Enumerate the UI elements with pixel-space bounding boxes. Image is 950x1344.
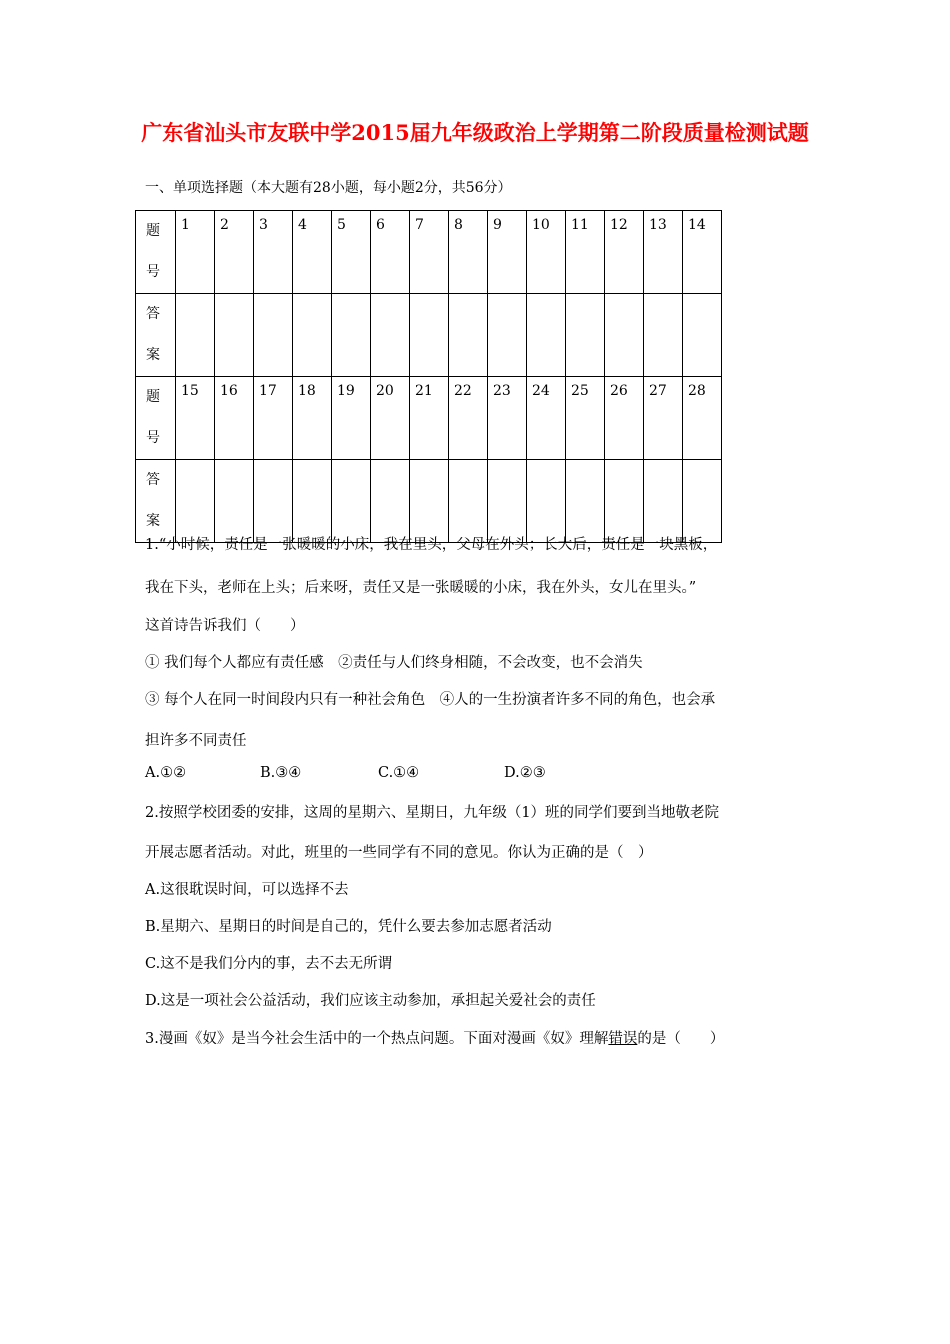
number-cell: 24: [527, 377, 566, 460]
answer-cell[interactable]: [176, 294, 215, 377]
number-cell: 17: [254, 377, 293, 460]
q3-underlined-word: 错误: [608, 1031, 638, 1047]
header-label-cell: 题 号: [136, 211, 176, 294]
number-cell: 12: [605, 211, 644, 294]
answer-cell[interactable]: [644, 294, 683, 377]
number-cell: 18: [293, 377, 332, 460]
answer-cell[interactable]: [254, 460, 293, 543]
number-cell: 27: [644, 377, 683, 460]
q2-option-a[interactable]: A.这很耽误时间，可以选择不去: [145, 882, 349, 898]
number-cell: 23: [488, 377, 527, 460]
number-cell: 7: [410, 211, 449, 294]
answer-cell[interactable]: [410, 294, 449, 377]
table-row: [136, 460, 722, 543]
q2-line2: 开展志愿者活动。对此，班里的一些同学有不同的意见。你认为正确的是（ ）: [145, 845, 653, 861]
q2-option-c[interactable]: C.这不是我们分内的事，去不去无所谓: [145, 956, 393, 972]
table-row: [136, 377, 722, 460]
answer-cell[interactable]: [683, 460, 722, 543]
answer-cell[interactable]: [449, 294, 488, 377]
answer-cell[interactable]: [371, 460, 410, 543]
number-cell: 14: [683, 211, 722, 294]
section-heading: 一、单项选择题（本大题有28小题，每小题2分，共56分）: [145, 180, 512, 196]
number-cell: 6: [371, 211, 410, 294]
number-cell: 22: [449, 377, 488, 460]
answer-cell[interactable]: [293, 460, 332, 543]
number-cell: 5: [332, 211, 371, 294]
q1-line5: ③ 每个人在同一时间段内只有一种社会角色 ④人的一生扮演者许多不同的角色，也会承: [145, 692, 716, 708]
answer-cell[interactable]: [332, 460, 371, 543]
answer-cell[interactable]: [410, 460, 449, 543]
q1-option-b[interactable]: B.③④: [260, 765, 302, 781]
q2-line1: 2.按照学校团委的安排，这周的星期六、星期日，九年级（1）班的同学们要到当地敬老院: [145, 805, 720, 821]
answer-cell[interactable]: [176, 460, 215, 543]
q3-text-before: 3.漫画《奴》是当今社会生活中的一个热点问题。下面对漫画《奴》理解: [145, 1031, 609, 1047]
answer-cell[interactable]: [566, 460, 605, 543]
answer-cell[interactable]: [215, 294, 254, 377]
q3-text-after: 的是（ ）: [637, 1031, 725, 1047]
q1-option-c[interactable]: C.①④: [378, 765, 420, 781]
number-cell: 13: [644, 211, 683, 294]
page-title: 广东省汕头市友联中学2015届九年级政治上学期第二阶段质量检测试题: [141, 120, 809, 145]
q1-line6: 担许多不同责任: [145, 733, 247, 749]
q1-line3: 这首诗告诉我们（ ）: [145, 618, 305, 634]
q3-line: [145, 1027, 724, 1048]
answer-cell[interactable]: [527, 294, 566, 377]
q2-option-d[interactable]: D.这是一项社会公益活动，我们应该主动参加，承担起关爱社会的责任: [145, 993, 596, 1009]
answer-cell[interactable]: [566, 294, 605, 377]
number-cell: 8: [449, 211, 488, 294]
number-cell: 19: [332, 377, 371, 460]
number-cell: 1: [176, 211, 215, 294]
answer-cell[interactable]: [488, 294, 527, 377]
number-cell: 10: [527, 211, 566, 294]
number-cell: 3: [254, 211, 293, 294]
table-row: [136, 211, 722, 294]
answer-cell[interactable]: [527, 460, 566, 543]
number-cell: 25: [566, 377, 605, 460]
table-row: [136, 294, 722, 377]
number-cell: 20: [371, 377, 410, 460]
header-label-cell: 题 号: [136, 377, 176, 460]
q2-option-b[interactable]: B.星期六、星期日的时间是自己的，凭什么要去参加志愿者活动: [145, 919, 552, 935]
answer-label-cell: 答 案: [136, 294, 176, 377]
number-cell: 2: [215, 211, 254, 294]
number-cell: 4: [293, 211, 332, 294]
answer-cell[interactable]: [254, 294, 293, 377]
answer-cell[interactable]: [293, 294, 332, 377]
answer-label-cell: 答 案: [136, 460, 176, 543]
answer-cell[interactable]: [605, 294, 644, 377]
q1-option-a[interactable]: A.①②: [145, 765, 187, 781]
answer-cell[interactable]: [683, 294, 722, 377]
answer-cell[interactable]: [605, 460, 644, 543]
number-cell: 11: [566, 211, 605, 294]
number-cell: 28: [683, 377, 722, 460]
answer-cell[interactable]: [215, 460, 254, 543]
number-cell: 26: [605, 377, 644, 460]
q1-line2: 我在下头，老师在上头；后来呀，责任又是一张暖暖的小床，我在外头，女儿在里头。”: [145, 580, 697, 596]
number-cell: 16: [215, 377, 254, 460]
answer-cell[interactable]: [371, 294, 410, 377]
number-cell: 21: [410, 377, 449, 460]
q1-line4: ① 我们每个人都应有责任感 ②责任与人们终身相随，不会改变，也不会消失: [145, 655, 643, 671]
number-cell: 15: [176, 377, 215, 460]
answer-cell[interactable]: [332, 294, 371, 377]
answer-table: [135, 210, 722, 543]
answer-cell[interactable]: [449, 460, 488, 543]
q1-line1: 1.“小时候，责任是一张暖暖的小床，我在里头，父母在外头；长大后，责任是一块黑板，: [145, 537, 718, 553]
answer-cell[interactable]: [488, 460, 527, 543]
answer-cell[interactable]: [644, 460, 683, 543]
number-cell: 9: [488, 211, 527, 294]
q1-option-d[interactable]: D.②③: [504, 765, 546, 781]
